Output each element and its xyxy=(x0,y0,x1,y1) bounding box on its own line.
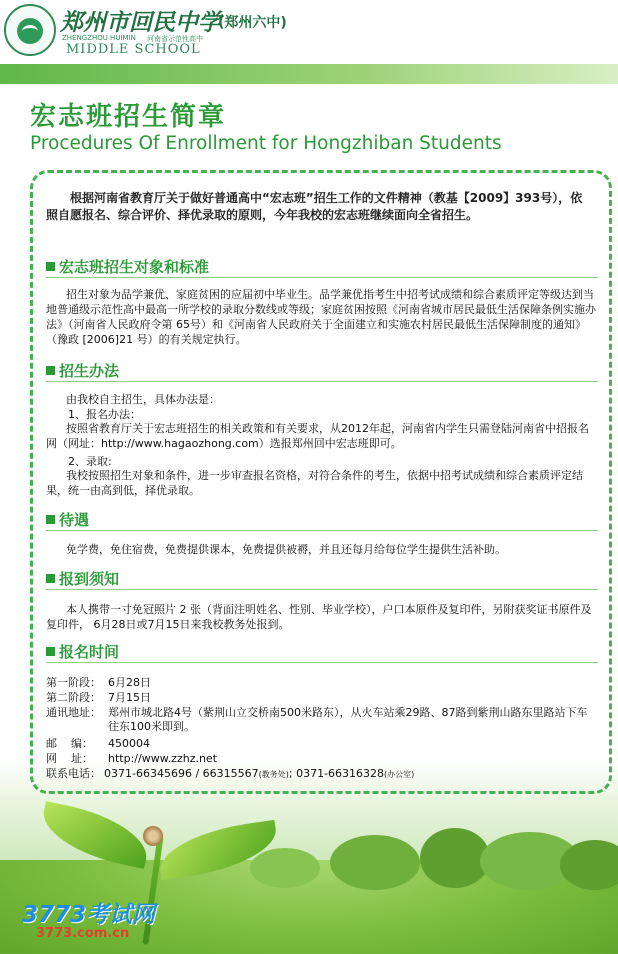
page-title: 宏志班招生简章 xyxy=(30,102,227,132)
section-heading-check-in xyxy=(46,568,119,589)
info-value: 郑州市城北路4号（紫荆山立交桥南500米路东），从火车站乘29路、87路到紫荆山路东里路站下车往东100米即到。 xyxy=(108,706,588,733)
intro-paragraph: 根据河南省教育厅关于做好普通高中“宏志班”招生工作的文件精神（教基【2009】393号），依照自愿报名、综合评价、择优录取的原则，今年我校的宏志班继续面向全省招生。 xyxy=(46,191,583,222)
section-divider xyxy=(46,277,598,278)
square-bullet-icon xyxy=(46,647,55,656)
school-logo xyxy=(4,4,56,56)
snail-icon xyxy=(143,826,163,846)
info-row-website xyxy=(46,752,596,766)
square-bullet-icon xyxy=(46,515,55,524)
school-name-pinyin: ZHENGZHOU HUIMIN xyxy=(62,34,136,42)
info-row-address xyxy=(46,706,596,734)
section-divider xyxy=(46,530,598,531)
square-bullet-icon xyxy=(46,366,55,375)
method-intro: 由我校自主招生，具体办法是： xyxy=(66,393,220,406)
tree-illustration xyxy=(330,835,420,890)
section-heading-text: 宏志班招生对象和标准 xyxy=(59,258,210,276)
info-label: 第一阶段： xyxy=(46,676,101,689)
info-label: 联系电话： xyxy=(46,767,101,780)
phone-office-note: (办公室) xyxy=(384,770,415,779)
method-admission-heading: 2、录取: xyxy=(68,455,112,468)
section-heading-text: 报到须知 xyxy=(59,570,120,588)
watermark-url: 3773.com.cn xyxy=(36,926,130,941)
page-subtitle: Procedures Of Enrollment for Hongzhiban Students xyxy=(30,133,502,154)
phone-academic-note: (教务处) xyxy=(258,770,289,779)
info-value: 6月28日 xyxy=(108,676,151,689)
info-row-phone xyxy=(46,767,596,782)
school-level: 河南省示范性高中 xyxy=(147,35,203,43)
section-heading-benefits xyxy=(46,509,89,530)
section-divider xyxy=(46,589,598,590)
section-heading-registration-time xyxy=(46,641,119,662)
phone-office: ; 0371-66316328 xyxy=(288,767,385,780)
benefits-paragraph: 免学费，免住宿费，免费提供课本，免费提供被褥，并且还每月给每位学生提供生活补助。 xyxy=(66,543,506,556)
watermark-brand: 3773考试网 xyxy=(22,902,156,928)
square-bullet-icon xyxy=(46,262,55,271)
school-alt-name: (郑州六中) xyxy=(218,15,287,31)
section-heading-method xyxy=(46,360,119,381)
info-label: 第二阶段： xyxy=(46,691,101,704)
section-divider xyxy=(46,381,598,382)
method-admission-paragraph: 我校按照招生对象和条件，进一步审查报名资格，对符合条件的考生，依据中招考试成绩和综合素质评定结果，统一由高到低，择优录取。 xyxy=(46,469,583,497)
info-row-postcode xyxy=(46,737,596,751)
section-heading-text: 待遇 xyxy=(59,511,90,529)
info-label: 通讯地址： xyxy=(46,706,101,719)
info-row-phase-2 xyxy=(46,691,596,705)
info-row-phase-1 xyxy=(46,676,596,690)
method-registration-heading: 1、报名办法： xyxy=(68,408,141,421)
school-name-cn: 郑州市回民中学 xyxy=(60,9,221,36)
website-link[interactable]: http://www.zzhz.net xyxy=(108,752,218,765)
info-value: 7月15日 xyxy=(108,691,151,704)
school-name-en: MIDDLE SCHOOL xyxy=(66,42,201,57)
check-in-paragraph: 本人携带一寸免冠照片 2 张（背面注明姓名、性别、毕业学校），户口本原件及复印件，另附获奖证书原件及复印件， 6月28日或7月15日来我校教务处报到。 xyxy=(46,603,592,631)
tree-illustration xyxy=(250,848,320,888)
leaf-illustration xyxy=(36,801,153,869)
info-label: 网 址： xyxy=(46,752,93,765)
eligibility-paragraph: 招生对象为品学兼优、家庭贫困的应届初中毕业生。品学兼优指考生中招考试成绩和综合素质评定等级达到当地普通级示范性高中最高一所学校的录取分数线或等级；家庭贫困按照《河南省城市居民最低生活保障条例实施办法》（河南省人民政府令第 65号）和《河南省人民政府关于全面建立和实施农村居民最低生活保障制度的通知》（豫政 [2006]21 号）的有关规定执行。 xyxy=(46,288,596,346)
info-label: 邮 编： xyxy=(46,737,93,750)
section-heading-text: 报名时间 xyxy=(59,643,120,661)
logo-emblem-icon xyxy=(17,18,43,44)
info-value: 450004 xyxy=(108,737,150,750)
phone-academic: 0371-66345696 / 66315567 xyxy=(104,767,259,780)
method-registration-paragraph: 按照省教育厅关于宏志班招生的相关政策和有关要求，从2012年起，河南省内学生只需登陆河南省中招报名网（网址：http://www.hagaozhong.com）选报郑州回中宏志班即可。 xyxy=(46,422,589,450)
info-value xyxy=(104,767,596,782)
section-divider xyxy=(46,662,598,663)
section-heading-eligibility xyxy=(46,256,209,277)
header-bar xyxy=(0,64,618,84)
square-bullet-icon xyxy=(46,574,55,583)
section-heading-text: 招生办法 xyxy=(59,362,120,380)
